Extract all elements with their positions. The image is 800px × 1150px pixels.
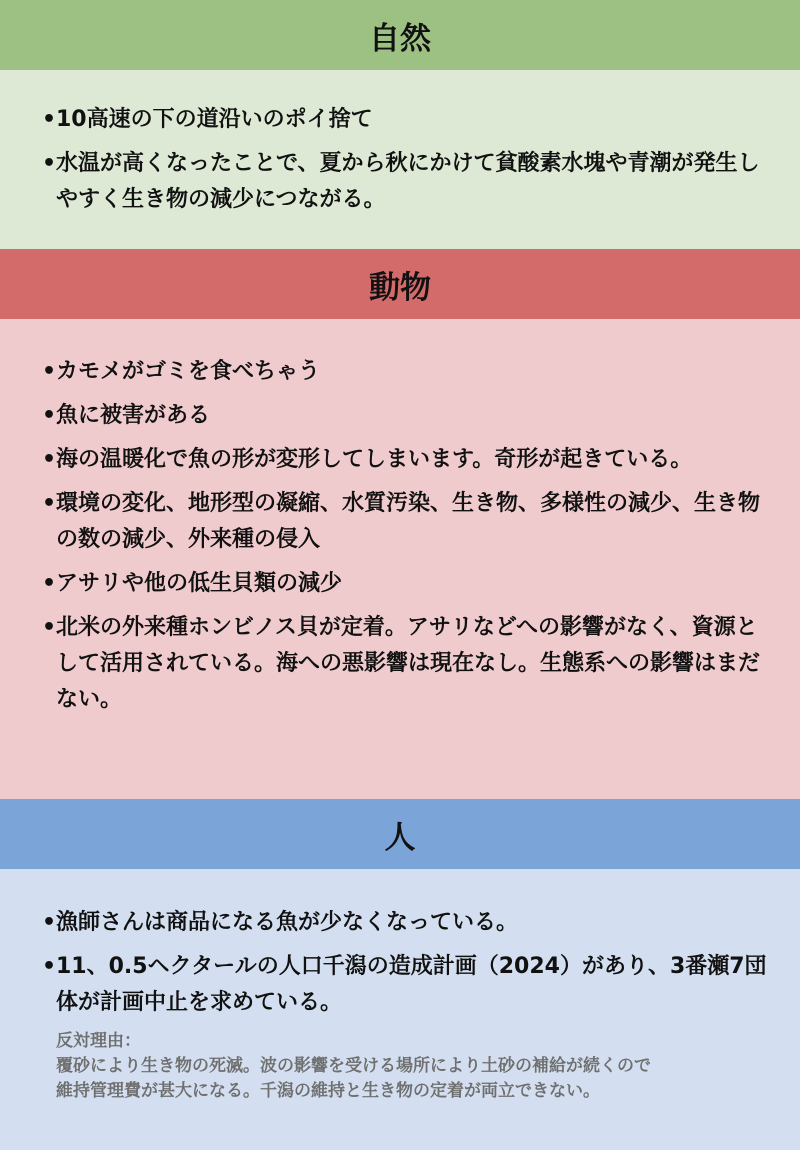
section-title: 自然 [369, 20, 431, 57]
list-item [42, 949, 770, 1021]
list-item [42, 146, 770, 218]
bullet-icon: • [42, 403, 57, 428]
list-item-text: カモメがゴミを食べちゃう [56, 359, 321, 384]
bullet-icon: • [42, 107, 57, 132]
list-item-text: 環境の変化、地形型の凝縮、水質汚染、生き物、多様性の減少、生き物の数の減少、外来種の侵入 [56, 491, 761, 552]
section-title: 動物 [369, 269, 431, 306]
list-item [42, 102, 770, 138]
bullet-icon: • [42, 910, 57, 935]
section-panel-animals [0, 319, 800, 799]
list-item-text: 漁師さんは商品になる魚が少なくなっている。 [56, 910, 519, 935]
bullet-icon: • [42, 151, 57, 176]
section-panel-nature [0, 70, 800, 249]
section-panel-people [0, 869, 800, 1150]
list-item [42, 398, 770, 434]
list-item [42, 354, 770, 390]
note-line: 覆砂により生き物の死滅。波の影響を受ける場所により土砂の補給が続くので [56, 1056, 651, 1076]
section-header-animals [0, 249, 800, 319]
section-title: 人 [384, 819, 416, 856]
bullet-icon: • [42, 954, 57, 979]
bullet-icon: • [42, 359, 57, 384]
bullet-icon: • [42, 447, 57, 472]
objection-note [56, 1029, 770, 1104]
list-item-text: 水温が高くなったことで、夏から秋にかけて貧酸素水塊や青潮が発生しやすく生き物の減少につながる。 [56, 151, 760, 212]
list-item-text: 海の温暖化で魚の形が変形してしまいます。奇形が起きている。 [56, 447, 693, 472]
list-item-text: 11、0.5ヘクタールの人口千潟の造成計画（2024）があり、3番瀬7団体が計画中止を求めている。 [56, 954, 767, 1015]
list-item-text: 北米の外来種ホンビノス貝が定着。アサリなどへの影響がなく、資源として活用されている。海への悪影響は現在なし。生態系への影響はまだない。 [56, 615, 761, 712]
list-item [42, 442, 770, 478]
section-header-people [0, 799, 800, 869]
note-line: 維持管理費が甚大になる。千潟の維持と生き物の定着が両立できない。 [56, 1081, 600, 1101]
bullet-list [42, 905, 770, 1021]
list-item-text: 10高速の下の道沿いのポイ捨て [56, 107, 373, 132]
bullet-icon: • [42, 491, 57, 516]
bullet-list [42, 102, 770, 218]
bullet-icon: • [42, 571, 57, 596]
note-label: 反対理由： [56, 1031, 141, 1051]
list-item [42, 905, 770, 941]
list-item [42, 610, 770, 718]
bullet-list [42, 354, 770, 718]
list-item-text: 魚に被害がある [56, 403, 211, 428]
list-item [42, 486, 770, 558]
list-item-text: アサリや他の低生貝類の減少 [56, 571, 343, 596]
section-header-nature [0, 0, 800, 70]
list-item [42, 566, 770, 602]
bullet-icon: • [42, 615, 57, 640]
